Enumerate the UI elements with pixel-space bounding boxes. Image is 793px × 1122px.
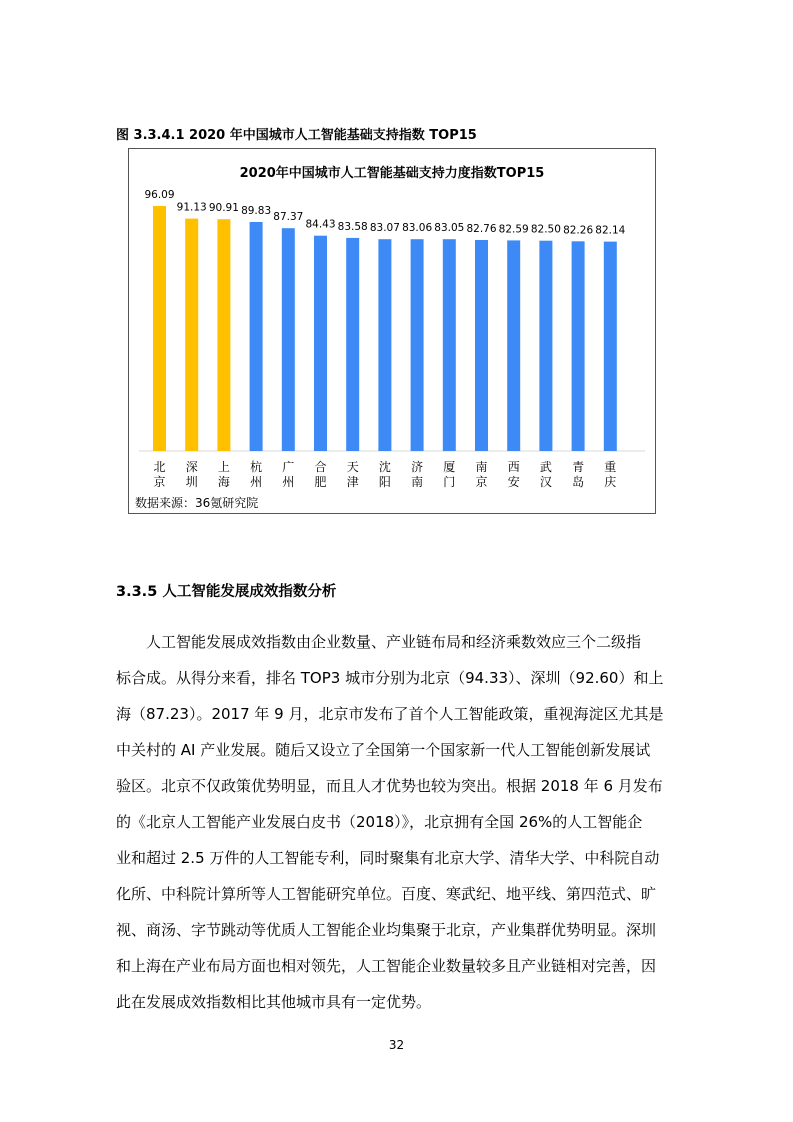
category-label: 重庆 [604, 460, 617, 489]
bar-武汉 [539, 241, 552, 451]
value-label: 83.05 [434, 222, 465, 235]
value-label: 82.50 [530, 223, 561, 236]
value-label: 83.06 [402, 222, 433, 235]
category-label: 沈阳 [378, 460, 391, 489]
bar-深圳 [185, 219, 198, 451]
value-label: 89.83 [241, 205, 272, 217]
paragraph-line: 化所、中科院计算所等人工智能研究单位。百度、寒武纪、地平线、第四范式、旷 [116, 885, 657, 903]
bar-西安 [507, 240, 520, 451]
category-label: 济南 [411, 460, 424, 489]
bar-chart [128, 148, 656, 514]
section-heading: 3.3.5 人工智能发展成效指数分析 [116, 584, 337, 600]
bar-上海 [217, 219, 230, 451]
bar-北京 [153, 206, 166, 451]
bar-广州 [282, 228, 295, 451]
bar-chart-svg [129, 149, 655, 513]
category-label: 南京 [475, 460, 488, 489]
paragraph-line: 和上海在产业布局方面也相对领先，人工智能企业数量较多且产业链相对完善，因 [116, 957, 657, 975]
bar-青岛 [572, 241, 585, 451]
category-label: 深圳 [185, 460, 198, 489]
category-label: 上海 [217, 460, 230, 489]
paragraph-line: 中关村的 AI 产业发展。随后又设立了全国第一个国家新一代人工智能创新发展试 [116, 741, 651, 759]
chart-source: 数据来源：36氪研究院 [135, 496, 259, 510]
bar-厦门 [443, 239, 456, 451]
bar-合肥 [314, 236, 327, 451]
category-label: 西安 [507, 460, 520, 489]
bar-重庆 [604, 242, 617, 451]
category-label: 杭州 [250, 460, 263, 489]
paragraph-line: 人工智能发展成效指数由企业数量、产业链布局和经济乘数效应三个二级指 [116, 633, 642, 651]
page-number: 32 [388, 1038, 405, 1052]
body-paragraph [116, 624, 684, 1020]
bars-group [153, 206, 617, 451]
figure-caption: 图 3.3.4.1 2020 年中国城市人工智能基础支持指数 TOP15 [116, 128, 477, 143]
bar-天津 [346, 238, 359, 451]
paragraph-line: 验区。北京不仅政策优势明显，而且人才优势也较为突出。根据 2018 年 6 月发布 [116, 777, 663, 795]
value-label: 91.13 [176, 201, 207, 214]
value-labels-group [144, 189, 625, 237]
category-label: 天津 [346, 460, 359, 489]
category-label: 青岛 [572, 460, 585, 489]
value-label: 82.14 [595, 224, 626, 237]
paragraph-line: 海（87.23）。2017 年 9 月，北京市发布了首个人工智能政策，重视海淀区尤其是 [116, 705, 664, 723]
bar-沈阳 [378, 239, 391, 451]
paragraph-line: 标合成。从得分来看，排名 TOP3 城市分别为北京（94.33）、深圳（92.60）和上 [116, 669, 664, 687]
value-label: 96.09 [144, 189, 175, 201]
category-labels-group [153, 459, 616, 489]
paragraph-line: 业和超过 2.5 万件的人工智能专利，同时聚集有北京大学、清华大学、中科院自动 [116, 849, 660, 867]
category-label: 北京 [153, 460, 166, 489]
value-label: 90.91 [208, 202, 239, 215]
category-label: 厦门 [443, 460, 456, 489]
value-label: 84.43 [305, 218, 336, 231]
chart-title: 2020年中国城市人工智能基础支持力度指数TOP15 [239, 166, 545, 181]
value-label: 83.58 [337, 220, 368, 233]
category-label: 广州 [282, 460, 295, 489]
value-label: 83.07 [369, 222, 400, 235]
bar-南京 [475, 240, 488, 451]
paragraph-line: 视、商汤、字节跳动等优质人工智能企业均集聚于北京，产业集群优势明显。深圳 [116, 921, 657, 939]
paragraph-line: 此在发展成效指数相比其他城市具有一定优势。 [116, 993, 432, 1011]
category-label: 武汉 [539, 460, 552, 489]
bar-济南 [411, 239, 424, 451]
value-label: 87.37 [273, 211, 304, 224]
value-label: 82.59 [498, 223, 529, 236]
value-label: 82.76 [466, 223, 497, 235]
bar-杭州 [250, 222, 263, 451]
paragraph-line: 的《北京人工智能产业发展白皮书（2018）》，北京拥有全国 26%的人工智能企 [116, 813, 643, 831]
value-label: 82.26 [563, 224, 594, 237]
category-label: 合肥 [314, 460, 327, 489]
